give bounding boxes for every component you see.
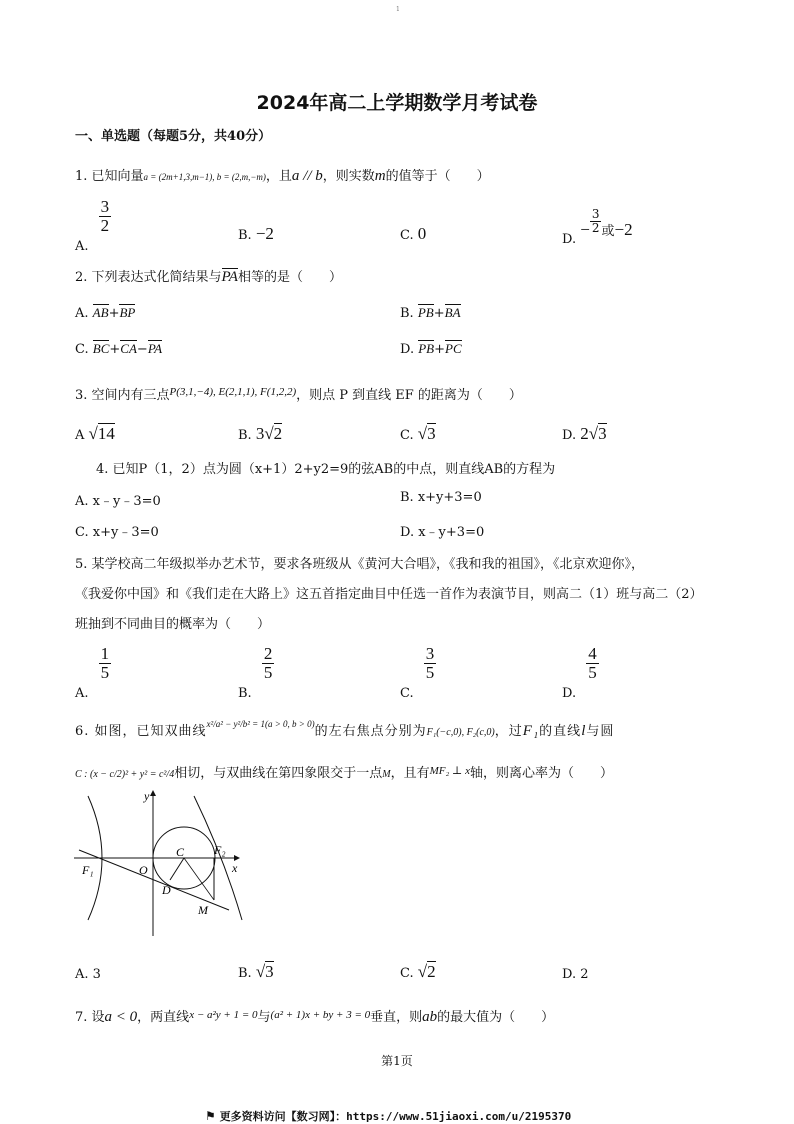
question-7: 7. 设a < 0，两直线$^{x - a^2y + 1 = 0}$与$^{(a^2 + 1)x + by + 3 = 0}$垂直，则ab的最大值为（ ） (75, 1009, 555, 1025)
q6-option-c[interactable]: C. √2 (400, 962, 436, 981)
question-2: 2. 下列表达式化简结果与PA相等的是（ ） (75, 269, 342, 285)
hyperbola-figure (74, 788, 244, 938)
label-x: x (232, 861, 238, 875)
label-y: y (144, 789, 150, 803)
header-mark: 1 (396, 6, 400, 13)
q3-option-d[interactable]: D. 2√3 (562, 424, 607, 443)
q2-option-d[interactable]: D. PB+PC (400, 341, 462, 357)
q1-option-d[interactable]: D. − $\frac{3}{2}$ 或−2 (562, 207, 633, 247)
y-axis-arrow-icon (150, 790, 156, 796)
q5-option-b[interactable]: B. $\frac{2}{5}$ (238, 644, 273, 701)
q4-option-b[interactable]: B. x+y+3=0 (400, 490, 482, 505)
section-heading: 一、单选题（每题5分，共40分） (75, 129, 272, 144)
q3-option-b[interactable]: B. 3√2 (238, 424, 283, 443)
q6-option-a[interactable]: A. 3 (75, 967, 101, 982)
q7-condition: a < 0 (104, 1009, 138, 1025)
sqrt-icon: √ (264, 424, 274, 443)
q5-option-d[interactable]: D. $\frac{4}{5}$ (562, 644, 597, 701)
q6-perp: MF₂ ⊥ x (429, 765, 471, 777)
segment-cd (170, 858, 184, 880)
q5-option-c[interactable]: C. $\frac{3}{5}$ (400, 644, 435, 701)
label-m: M (198, 903, 208, 917)
page-number: 第1页 (381, 1054, 413, 1068)
label-c: C (176, 845, 185, 859)
q1-option-a[interactable]: A. $\frac{3}{2}$ (75, 197, 110, 254)
q5-option-a[interactable]: A. $\frac{1}{5}$ (75, 644, 110, 701)
q6-hyperbola-eq: x²/a² − y²/b² = 1(a > 0, b > 0) (206, 719, 315, 729)
sqrt-icon: √ (417, 424, 428, 443)
question-3: 3. 空间内有三点$^{P(3,1,-4), E(2,1,1), F(1,2,2)}$，则点 P 到直线 EF 的距离为（ ） (75, 386, 522, 403)
question-6-line2: C : (x − c/2)² + y² = c²/4相切，与双曲线在第四象限交于一点M，且有$^{MF_2 \perp x}$轴，则离心率为（ ） (75, 765, 614, 781)
label-f1: F₁ (82, 863, 94, 877)
q1-var: m (374, 168, 386, 184)
q2-option-a[interactable]: A. AB+BP (75, 305, 136, 321)
q2-vector: PA (221, 269, 238, 285)
q6-option-d[interactable]: D. 2 (562, 967, 589, 982)
label-f2: F₂ (214, 843, 226, 857)
sqrt-icon: √ (417, 962, 428, 981)
question-5-line3: 班抽到不同曲目的概率为（ ） (75, 617, 271, 632)
q1-option-c[interactable]: C. 0 (400, 224, 427, 243)
question-1: 1. 已知向量a = (2m+1,3,m−1), b = (2,m,−m)，且a // b，则实数m的值等于（ ） (75, 168, 490, 184)
q6-option-b[interactable]: B. √3 (238, 962, 274, 981)
footer (205, 1108, 571, 1124)
q1-vectors: a = (2m+1,3,m−1), b = (2,m,−m) (143, 172, 266, 182)
footer-link[interactable]: 更多资料访问【数习网】：https://www.51jiaoxi.com/u/2195370 (219, 1110, 572, 1123)
question-5-line2: 《我爱你中国》和《我们走在大路上》这五首指定曲目中任选一首作为表演节目，则高二（1）班与高二（2） (75, 587, 703, 602)
sqrt-icon: √ (88, 424, 98, 443)
label-d: D (162, 883, 171, 897)
question-5-line1: 5. 某学校高二年级拟举办艺术节，要求各班级从《黄河大合唱》，《我和我的祖国》，《北京欢迎你》， (75, 557, 645, 572)
q2-option-b[interactable]: B. PB+BA (400, 305, 461, 321)
q4-option-a[interactable]: A. x﹣y﹣3=0 (75, 494, 161, 509)
q1-option-b[interactable]: B. −2 (238, 224, 274, 243)
q4-option-c[interactable]: C. x+y﹣3=0 (75, 525, 159, 540)
q6-foci: F₁(−c,0), F₂(c,0) (426, 727, 495, 738)
q3-option-a[interactable]: A √14 (75, 424, 115, 443)
q2-option-c[interactable]: C. BC+CA−PA (75, 341, 163, 357)
q4-option-d[interactable]: D. x﹣y+3=0 (400, 525, 485, 540)
question-6-line1: 6. 如图，已知双曲线$^{x^2/a^2 - y^2/b^2 = 1(a > 0, b > 0)}$的左右焦点分别为F₁(−c,0), F₂(c,0)，过F₁的直线l与圆 (75, 719, 615, 739)
q6-circle-eq: C : (x − c/2)² + y² = c²/4 (75, 769, 175, 780)
question-4: 4. 已知P（1，2）点为圆（x+1）2+y2=9的弦AB的中点，则直线AB的方程为 (96, 462, 556, 477)
sqrt-icon: √ (588, 424, 599, 443)
page-title: 2024年高二上学期数学月考试卷 (256, 92, 538, 114)
q7-ab: ab (422, 1009, 438, 1025)
sqrt-icon: √ (255, 962, 266, 981)
q7-line1: x − a²y + 1 = 0 (189, 1009, 258, 1021)
q1-condition: a // b (291, 168, 323, 184)
q7-line2: (a² + 1)x + by + 3 = 0 (270, 1009, 371, 1021)
q3-points: P(3,1,−4), E(2,1,1), F(1,2,2) (169, 386, 297, 398)
label-o: O (139, 863, 148, 877)
flag-icon: ⚑ (205, 1109, 216, 1123)
q3-option-c[interactable]: C. √3 (400, 424, 436, 443)
